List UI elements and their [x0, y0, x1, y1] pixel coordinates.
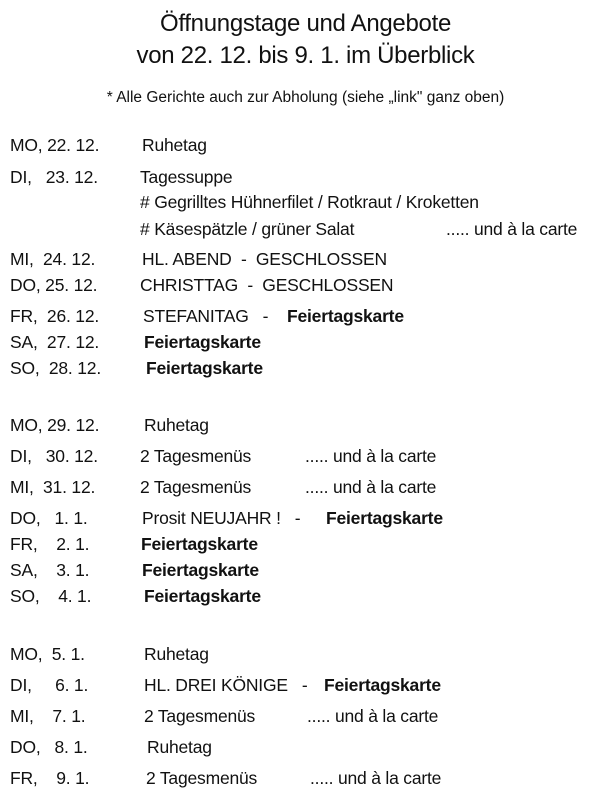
day-date: MI, 24. 12.: [10, 249, 96, 269]
day-offer: HL. DREI KÖNIGE -: [144, 675, 308, 695]
day-date: DI, 30. 12.: [10, 446, 98, 466]
day-offer: Ruhetag: [144, 415, 209, 435]
day-offer: 2 Tagesmenüs: [140, 477, 252, 497]
day-date: SO, 4. 1.: [10, 586, 92, 606]
day-date: MI, 7. 1.: [10, 706, 86, 726]
day-date: SA, 3. 1.: [10, 560, 90, 580]
day-date: DI, 6. 1.: [10, 675, 89, 695]
schedule-row: [0, 331, 611, 353]
schedule-row: [0, 705, 611, 727]
a-la-carte-note: ..... und à la carte: [305, 477, 437, 497]
holiday-menu-label: Feiertagskarte: [144, 586, 261, 606]
day-date: DO, 25. 12.: [10, 275, 98, 295]
schedule-row: [0, 736, 611, 758]
schedule-row: [0, 357, 611, 379]
holiday-menu-label: Feiertagskarte: [141, 534, 258, 554]
day-offer: Ruhetag: [142, 135, 207, 155]
day-date: FR, 2. 1.: [10, 534, 90, 554]
schedule-row: [0, 643, 611, 665]
day-date: MO, 5. 1.: [10, 644, 85, 664]
menu-item: # Käsespätzle / grüner Salat: [140, 219, 355, 239]
day-date: MI, 31. 12.: [10, 477, 96, 497]
schedule-row: [0, 767, 611, 789]
day-date: SA, 27. 12.: [10, 332, 100, 352]
schedule-row: [0, 476, 611, 498]
day-offer: HL. ABEND - GESCHLOSSEN: [142, 249, 387, 269]
day-date: FR, 9. 1.: [10, 768, 90, 788]
day-offer: 2 Tagesmenüs: [144, 706, 256, 726]
schedule-row: [0, 166, 611, 188]
holiday-menu-label: Feiertagskarte: [326, 508, 443, 528]
schedule-row: [0, 134, 611, 156]
a-la-carte-note: ..... und à la carte: [307, 706, 439, 726]
schedule-row: [0, 674, 611, 696]
schedule-row: [0, 414, 611, 436]
pickup-note: * Alle Gerichte auch zur Abholung (siehe „link" ganz oben): [106, 89, 505, 106]
menu-item: # Gegrilltes Hühnerfilet / Rotkraut / Kroketten: [140, 192, 479, 212]
day-offer: 2 Tagesmenüs: [140, 446, 252, 466]
day-offer: Ruhetag: [147, 737, 212, 757]
a-la-carte-note: ..... und à la carte: [305, 446, 437, 466]
holiday-menu-label: Feiertagskarte: [324, 675, 441, 695]
schedule-row: [0, 533, 611, 555]
schedule-row: [0, 445, 611, 467]
day-date: FR, 26. 12.: [10, 306, 100, 326]
day-date: DI, 23. 12.: [10, 167, 98, 187]
day-offer: CHRISTTAG - GESCHLOSSEN: [140, 275, 394, 295]
day-date: SO, 28. 12.: [10, 358, 101, 378]
day-offer: 2 Tagesmenüs: [146, 768, 258, 788]
schedule-row: [0, 507, 611, 529]
schedule-row-menu-item: [0, 218, 611, 240]
page-title: Öffnungstage und Angebote: [160, 10, 451, 37]
holiday-menu-label: Feiertagskarte: [287, 306, 404, 326]
day-date: DO, 1. 1.: [10, 508, 88, 528]
holiday-menu-label: Feiertagskarte: [144, 332, 261, 352]
schedule-row: [0, 274, 611, 296]
schedule-row: [0, 559, 611, 581]
schedule-row: [0, 585, 611, 607]
page-subtitle: von 22. 12. bis 9. 1. im Überblick: [136, 42, 475, 69]
schedule-row: [0, 305, 611, 327]
day-date: MO, 22. 12.: [10, 135, 100, 155]
day-offer: STEFANITAG -: [143, 306, 269, 326]
a-la-carte-note: ..... und à la carte: [310, 768, 442, 788]
day-date: DO, 8. 1.: [10, 737, 88, 757]
a-la-carte-note: ..... und à la carte: [446, 219, 578, 239]
day-offer: Tagessuppe: [140, 167, 233, 187]
schedule-row: [0, 248, 611, 270]
schedule-row-menu-item: [0, 191, 611, 213]
holiday-menu-label: Feiertagskarte: [146, 358, 263, 378]
holiday-menu-label: Feiertagskarte: [142, 560, 259, 580]
day-offer: Prosit NEUJAHR ! -: [142, 508, 301, 528]
day-offer: Ruhetag: [144, 644, 209, 664]
day-date: MO, 29. 12.: [10, 415, 100, 435]
